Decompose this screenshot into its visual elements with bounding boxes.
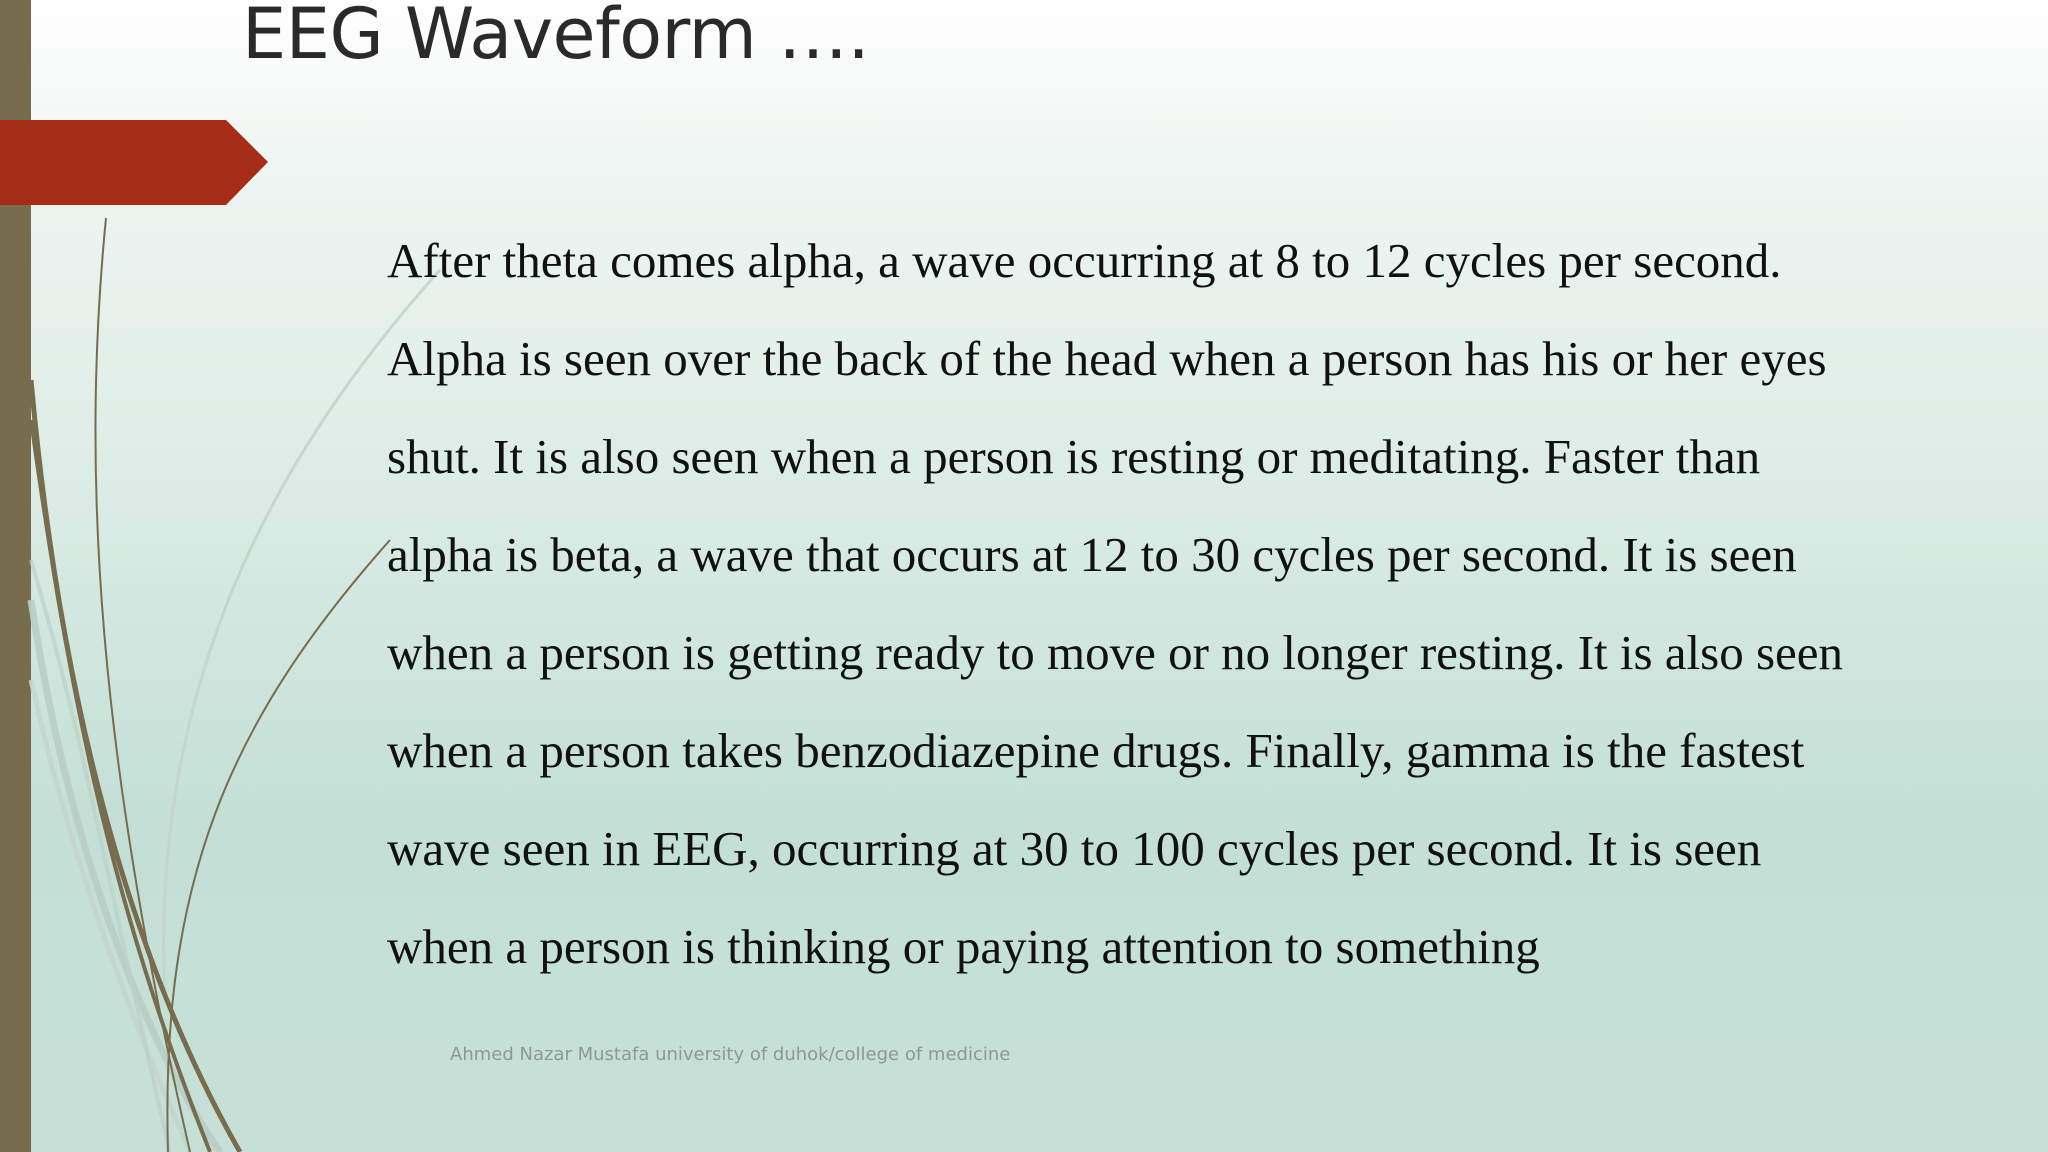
slide-body-text: After theta comes alpha, a wave occurring at 8 to 12 cycles per second. Alpha is seen over the back of the head when a person has his or her eyes shut. It is also seen when a person is resting or meditating. Faster than alpha is beta, a wave that occurs at 12 to 30 cycles per second. It is seen when a person is getting ready to move or no longer resting. It is also seen when a person takes benzodiazepine drugs. Finally, gamma is the fastest wave seen in EEG, occurring at 30 to 100 cycles per second. It is seen when a person is thinking or paying attention to something (387, 233, 1844, 974)
slide-title: EEG Waveform …. (242, 0, 870, 75)
red-arrow-tab (0, 120, 268, 205)
slide-footer: Ahmed Nazar Mustafa university of duhok/college of medicine (450, 1044, 1011, 1065)
